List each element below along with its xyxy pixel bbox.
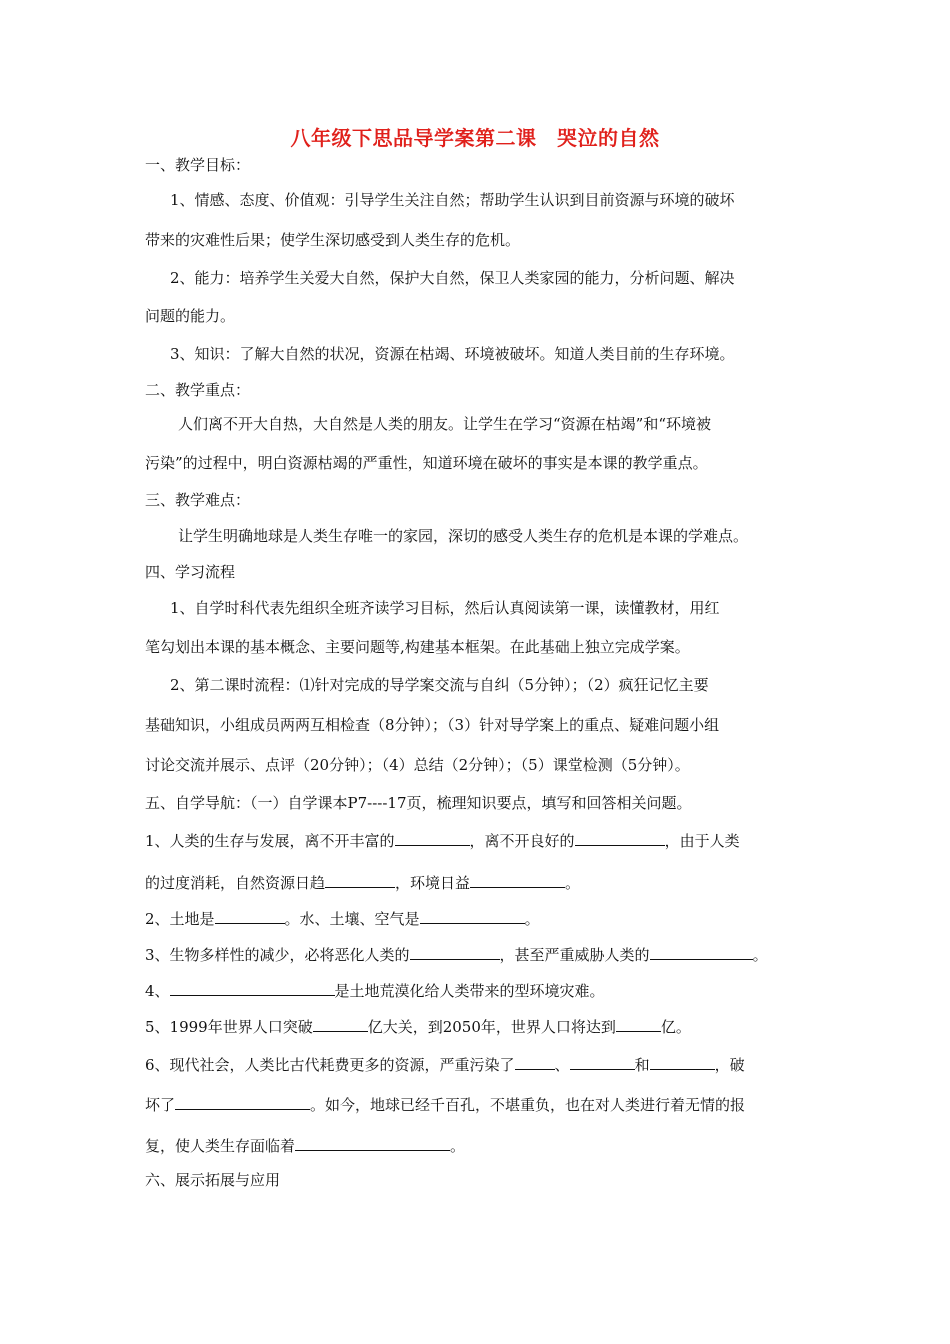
fill-blank[interactable] [515,1054,555,1070]
fill-blank[interactable] [616,1016,661,1032]
fill-blank[interactable] [313,1016,368,1032]
fill-blank[interactable] [650,944,753,960]
question-1-cont: 的过度消耗，自然资源日趋 ，环境日益 。 [145,874,581,892]
fill-blank[interactable] [410,944,500,960]
question-2: 2、土地是 。水、土壤、空气是 。 [145,910,540,928]
paragraph: 基础知识，小组成员两两互相检查（8分钟）；（3）针对导学案上的重点、疑难问题小组 [145,716,720,734]
paragraph: 3、知识：了解大自然的状况，资源在枯竭、环境被破坏。知道人类目前的生存环境。 [170,345,735,363]
question-6-cont: 坏了 。如今，地球已经千百孔，不堪重负，也在对人类进行着无情的报 [145,1096,746,1114]
question-6-cont: 复，使人类生存面临着 。 [145,1137,466,1155]
document-title: 八年级下思品导学案第二课 哭泣的自然 [290,126,660,150]
section-heading-process: 四、学习流程 [145,563,236,581]
section-heading-extension: 六、展示拓展与应用 [145,1171,281,1189]
paragraph: 讨论交流并展示、点评（20分钟）；（4）总结（2分钟）；（5）课堂检测（5分钟）。 [145,756,690,774]
paragraph: 人们离不开大自热，大自然是人类的朋友。让学生在学习“资源在枯竭”和“环境被 [178,415,712,433]
fill-blank[interactable] [325,872,395,888]
paragraph: 问题的能力。 [145,307,236,325]
paragraph: 让学生明确地球是人类生存唯一的家园，深切的感受人类生存的危机是本课的学难点。 [178,527,749,545]
question-5: 5、1999年世界人口突破 亿大关，到2050年，世界人口将达到 亿。 [145,1018,691,1036]
fill-blank[interactable] [295,1135,450,1151]
paragraph: 带来的灾难性后果；使学生深切感受到人类生存的危机。 [145,231,521,249]
fill-blank[interactable] [170,980,335,996]
fill-blank[interactable] [175,1094,310,1110]
fill-blank[interactable] [575,830,665,846]
paragraph: 2、能力：培养学生关爱大自然，保护大自然，保卫人类家园的能力，分析问题、解决 [170,269,735,287]
fill-blank[interactable] [420,908,525,924]
section-heading-key-points: 二、教学重点： [145,381,251,399]
fill-blank[interactable] [395,830,470,846]
fill-blank[interactable] [470,872,565,888]
section-heading-difficulties: 三、教学难点： [145,491,251,509]
fill-blank[interactable] [650,1054,715,1070]
question-4: 4、 是土地荒漠化给人类带来的型环境灾难。 [145,982,605,1000]
fill-blank[interactable] [215,908,285,924]
question-3: 3、生物多样性的减少，必将恶化人类的 ，甚至严重威胁人类的 。 [145,946,768,964]
question-1: 1、人类的生存与发展，离不开丰富的 ，离不开良好的 ，由于人类 [145,832,740,850]
paragraph: 笔勾划出本课的基本概念、主要问题等,构建基本框架。在此基础上独立完成学案。 [145,638,690,656]
fill-blank[interactable] [570,1054,635,1070]
paragraph: 1、情感、态度、价值观：引导学生关注自然；帮助学生认识到目前资源与环境的破坏 [170,191,735,209]
paragraph: 污染”的过程中，明白资源枯竭的严重性，知道环境在破坏的事实是本课的教学重点。 [145,454,708,472]
question-6: 6、现代社会，人类比古代耗费更多的资源，严重污染了 、 和 ，破 [145,1056,745,1074]
section-heading-self-study: 五、自学导航：（一）自学课本P7----17页，梳理知识要点，填写和回答相关问题。 [145,794,692,812]
paragraph: 2、第二课时流程：⑴针对完成的导学案交流与自纠（5分钟）；（2）疯狂记忆主要 [170,676,709,694]
paragraph: 1、自学时科代表先组织全班齐读学习目标，然后认真阅读第一课，读懂教材，用红 [170,599,720,617]
section-heading-goals: 一、教学目标： [145,156,251,174]
